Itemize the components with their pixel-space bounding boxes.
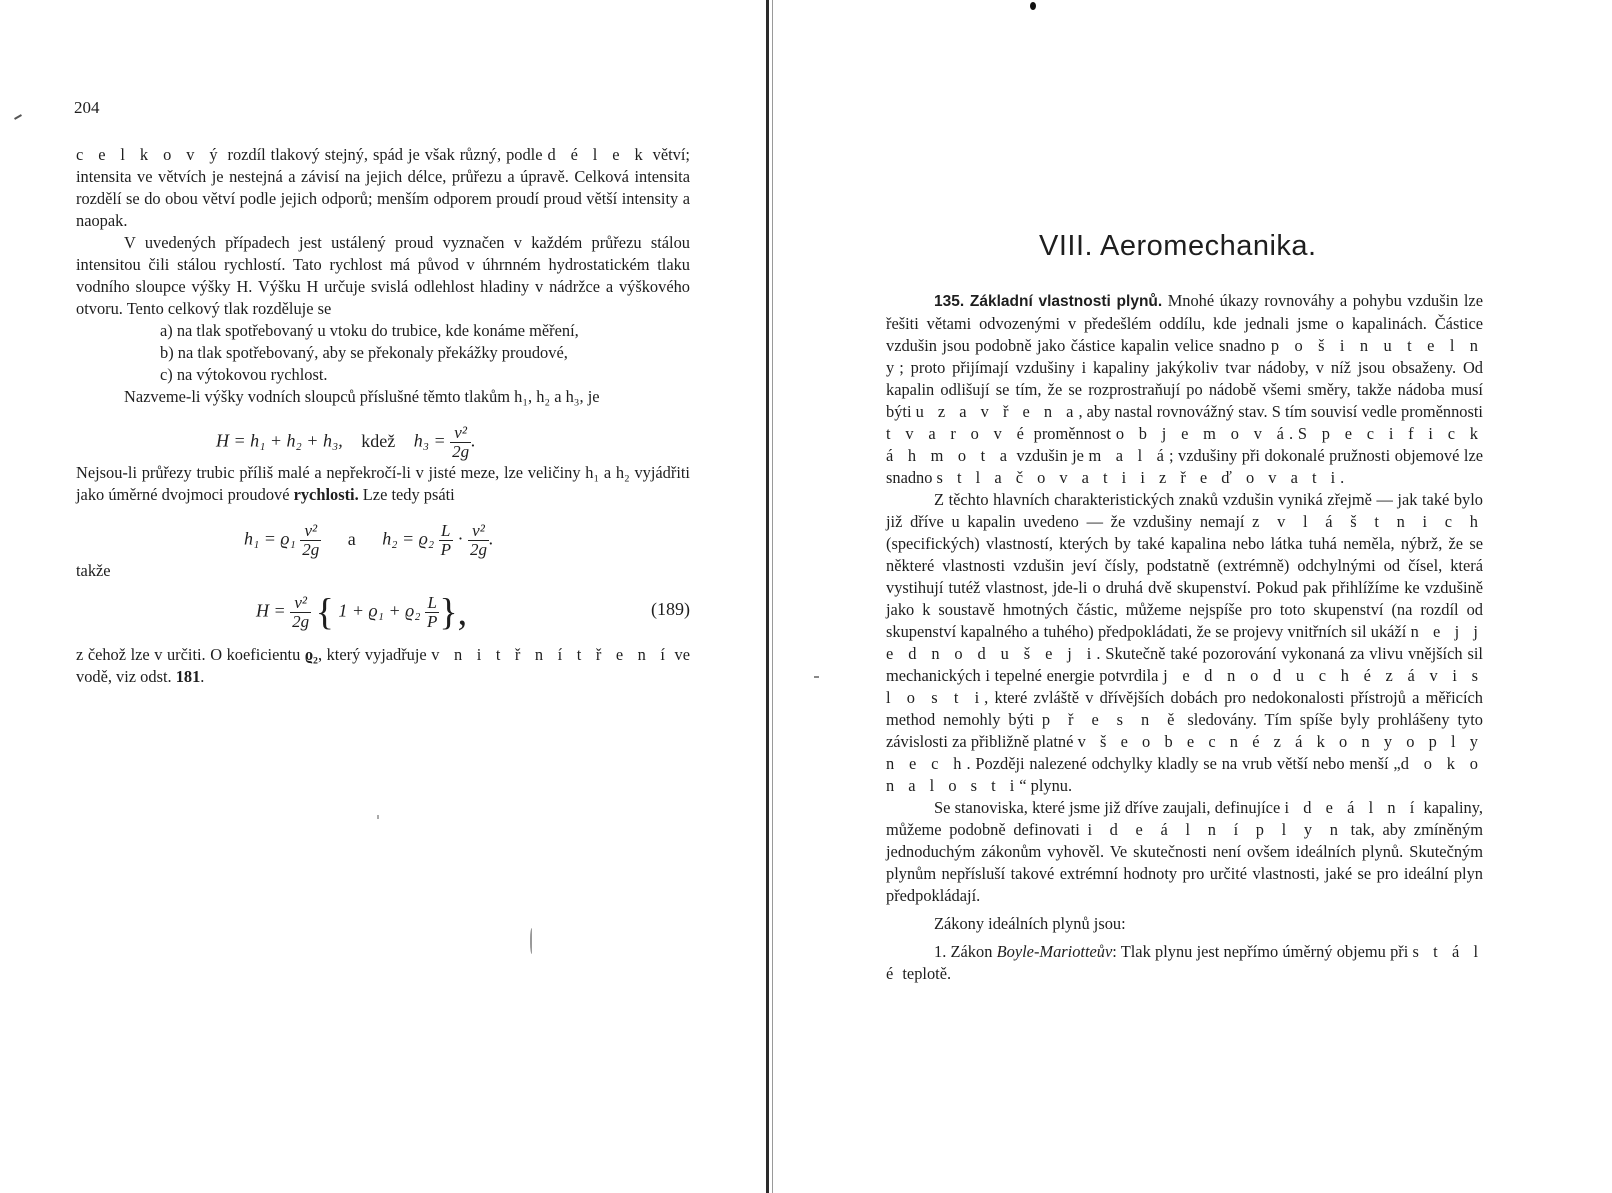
right-page — [775, 0, 1612, 1193]
book-spine — [766, 0, 769, 1193]
paragraph: takže — [76, 561, 111, 580]
paragraph: Nazveme-li výšky vodních sloupců příslušné těmto tlakům h₁, h₂ a h₃, je — [124, 387, 600, 406]
section-heading: 135. Základní vlastnosti plynů. — [934, 293, 1163, 310]
paragraph: Se stanoviska, které jsme již dříve zaujali, definujíce i d e á l n í kapaliny, můžeme podobně definovati i d e á l n í p l y n tak, aby zmíněným jednoduchým zákonům vyhověl. Ve skutečnosti není ovšem ideálních plynů. Skutečným plynům nepřísluší takové extrémní hodnoty pro určité vlastnosti, jaké se pro ideální plyn předpokládají. — [886, 798, 1483, 905]
equation-1: H = h₁ + h₂ + h₃, kdež h₃ = $\frac{\text{v²}}{2g}$ . — [216, 423, 476, 461]
fraction: $\frac{L}{P}$ — [426, 593, 438, 631]
paragraph: c e l k o v ý rozdíl tlakový stejný, spád je však různý, podle d é l e k větví; intensita ve větvích je nestejná a závisí na jejich délce, průřezu a úpravě. Celková intensita rozdělí se do obou větví podle jejich odporů; menším odporem proudí proud větší intensity a naopak. — [76, 145, 690, 230]
paragraph: Z těchto hlavních charakteristických znaků vzdušin vyniká zřejmě — jak také bylo již dříve u kapalin uvedeno — že vzdušiny nemají z v l á š t n i c h (specifických) vlastností, kterých by také kapalina nebo látka tuhá neměla, nýbrž, že se některé vlastnosti vzdušin jeví čísly, podstatně (extrémně) odchylnými od čísel, která vystihují tutéž vlastnost, jde-li o druhá dvě skupenství. Pokud pak přihlížíme ke vzdušině jako k soustavě hmotných částic, můžeme nejspíše pro toto skupenství (na rozdíl od skupenství kapalného a tuhého) předpokládati, že se projevy vnitřních sil ukáží n e j j e d n o d u š e j i. Skutečně také pozorování vykonaná za vlivu vnějších sil mechanických i tepelné energie potvrdila j e d n o d u c h é z á v i s l o s t i, které zvláště v dřívějších dobách pro nedokonalosti přístrojů a měřicích method nemohly býti p ř e s n ě sledovány. Tím spíše byly prohlášeny tyto závislosti za přibližně platné v š e o b e c n é z á k o n y o p l y n e c h. Později nalezené odchylky kladly se na vrub větší nebo menší „d o k o n a l o s t i“ plynu. — [886, 490, 1483, 795]
equation-number: (189) — [651, 599, 690, 619]
page-number: 204 — [74, 98, 100, 117]
chapter-title: VIII. Aeromechanika. — [1039, 230, 1317, 262]
equation-2: h₁ = ϱ₁ $\frac{\text{v²}}{2g}$ a h₂ = ϱ₂ $\frac{L}{P}$ · $\frac{\text{v²}}{2g}$ . — [244, 521, 494, 559]
equation-3: H = $\frac{\text{v²}}{2g}$ { 1 + ϱ₁ + ϱ₂ $\frac{L}{P}$ }, (189) — [256, 591, 690, 634]
fraction: $\frac{\text{v²}}{2g}$ — [452, 423, 470, 461]
right-page-body — [886, 290, 1483, 985]
list-item: a) na tlak spotřebovaný u vtoku do trubice, kde konáme měření, — [160, 321, 579, 340]
fraction: $\frac{L}{P}$ — [440, 521, 451, 559]
paragraph: V uvedených případech jest ustálený proud vyznačen v každém průřezu stálou intensitou čili stálou rychlostí. Tato rychlost má původ v úhrnném hydrostatickém tlaku vodního sloupce výšky H. Výšku H určuje svislá odlehlost hladiny v nádržce a výškového otvoru. Tento celkový tlak rozděluje se — [76, 233, 690, 318]
left-page — [0, 0, 766, 1193]
list-item: b) na tlak spotřebovaný, aby se překonaly překážky proudové, — [160, 343, 568, 362]
book-spine-edge — [772, 0, 773, 1193]
paragraph: Nejsou-li průřezy trubic příliš malé a nepřekročí-li v jisté meze, lze veličiny h₁ a h₂ vyjádřiti jako úměrné dvojmoci proudové rychlosti. Lze tedy psáti — [76, 463, 690, 504]
fraction: $\frac{\text{v²}}{2g}$ — [469, 521, 487, 559]
list-item: c) na výtokovou rychlost. — [160, 365, 328, 384]
fraction: $\frac{\text{v²}}{2g}$ — [292, 593, 310, 631]
paragraph: Zákony ideálních plynů jsou: — [934, 914, 1126, 933]
fraction: $\frac{\text{v²}}{2g}$ — [302, 521, 320, 559]
paragraph: 1. Zákon Boyle-Mariotteův: Tlak plynu jest nepřímo úměrný objemu při s t á l é teplotě. — [886, 942, 1483, 983]
left-page-body — [76, 144, 690, 688]
paragraph: 135. Základní vlastnosti plynů. Mnohé úkazy rovnováhy a pohybu vzdušin lze řešiti větami odvozenými v předešlém oddílu, kde jednali jsme o kapalinách. Částice vzdušin jsou podobně jako částice kapalin velice snadno p o š i n u t e l n y; proto přijímají vzdušiny i kapaliny jakýkoliv tvar nádoby, v níž jsou obsaženy. Od kapalin odlišují se tím, že se rozprostraňují po nádobě všemi směry, takže nádoba musí býti u z a v ř e n a, aby nastal rovnovážný stav. S tím souvisí vedle proměnnosti t v a r o v é proměnnost o b j e m o v á. S p e c i f i c k á h m o t a vzdušin je m a l á; vzdušiny při dokonalé pružnosti objemové lze snadno s t l a č o v a t i i z ř e ď o v a t i. — [886, 291, 1484, 487]
paragraph: z čehož lze v určiti. O koeficientu ϱ₂, který vyjadřuje v n i t ř n í t ř e n í ve vodě, viz odst. 181. — [76, 645, 690, 686]
